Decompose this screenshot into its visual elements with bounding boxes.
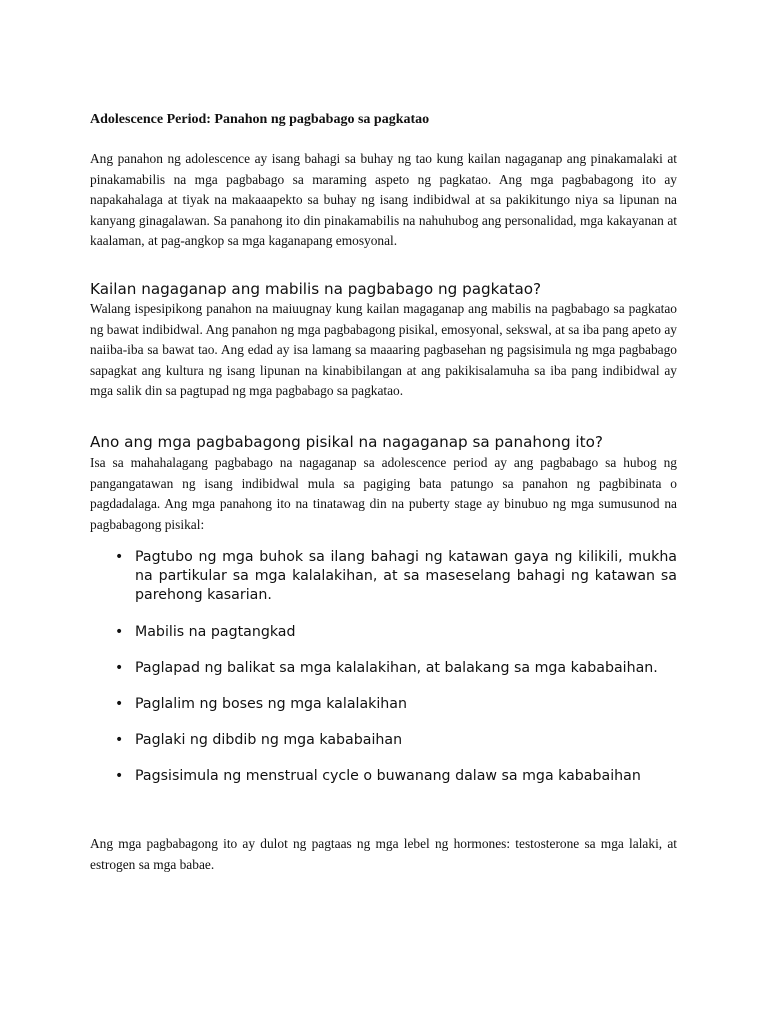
list-item (90, 623, 677, 642)
section-heading-when: Kailan nagaganap ang mabilis na pagbabago ng pagkatao? (90, 280, 542, 298)
section-paragraph-physical-changes: Isa sa mahahalagang pagbabago na nagaganap sa adolescence period ay ang pagbabago sa hubog ng pangangatawan ng isang indibidwal mula sa pagiging bata patungo sa panahon ng pagbibinata o pagdadalaga. Ang mga panahong ito na tinatawag din na puberty stage ay binubuo ng mga sumusunod na pagbabagong pisikal: (90, 455, 677, 532)
bullet-icon: • (115, 623, 124, 640)
bullet-icon: • (115, 659, 124, 676)
list-item-text: Paglapad ng balikat sa mga kalalakihan, at balakang sa mga kababaihan. (135, 659, 658, 676)
intro-paragraph: Ang panahon ng adolescence ay isang bahagi sa buhay ng tao kung kailan nagaganap ang pinakamalaki at pinakamabilis na mga pagbabago sa maraming aspeto ng pagkatao. Ang mga pagbabagong ito ay napakahalaga at tiyak na makaaapekto sa buhay ng isang indibidwal at sa pakikitungo niya sa lipunan na kanyang ginagalawan. Sa panahong ito din pinakamabilis na nahuhubog ang personalidad, mga kakayanan at kaalaman, at pag-angkop sa mga kaganapang emosyonal. (90, 151, 677, 249)
list-item-text: Paglaki ng dibdib ng mga kababaihan (135, 732, 403, 749)
section-heading-physical-changes: Ano ang mga pagbabagong pisikal na nagaganap sa panahong ito? (90, 433, 603, 451)
list-item-text: Pagtubo ng mga buhok sa ilang bahagi ng katawan gaya ng kilikili, mukha na partikular sa mga kalalakihan, at sa maseselang bahagi ng katawan sa parehong kasarian. (135, 549, 677, 604)
list-item (90, 695, 677, 714)
list-item (90, 659, 677, 678)
section-paragraph-when: Walang ispesipikong panahon na maiuugnay kung kailan magaganap ang mabilis na pagbabago sa pagkatao ng bawat indibidwal. Ang panahon ng mga pagbabagong pisikal, emosyonal, sekswal, at sa iba pang apeto ay naiiba-iba sa bawat tao. Ang edad ay isa lamang sa maaaring pagbasehan ng pagsisimula ng mga pagbabago sapagkat ang kultura ng isang lipunan na kinabibilangan at ang pakikisalamuha sa iba pang indibidwal ay mga salik din sa pagtupad ng mga pagbabago sa pagkatao. (90, 301, 677, 399)
list-item (90, 767, 677, 786)
bullet-icon: • (115, 768, 124, 785)
list-item-text: Paglalim ng boses ng mga kalalakihan (135, 696, 407, 713)
list-item-text: Pagsisimula ng menstrual cycle o buwanang dalaw sa mga kababaihan (135, 768, 641, 785)
list-item (90, 731, 677, 750)
closing-paragraph: Ang mga pagbabagong ito ay dulot ng pagtaas ng mga lebel ng hormones: testosterone sa mga lalaki, at estrogen sa mga babae. (90, 836, 677, 872)
bullet-icon: • (115, 732, 124, 749)
bullet-icon: • (115, 549, 124, 565)
document-title: Adolescence Period: Panahon ng pagbabago sa pagkatao (90, 112, 430, 127)
physical-changes-list (90, 548, 677, 804)
list-item (90, 548, 677, 606)
bullet-icon: • (115, 696, 124, 713)
list-item-text: Mabilis na pagtangkad (135, 623, 296, 640)
